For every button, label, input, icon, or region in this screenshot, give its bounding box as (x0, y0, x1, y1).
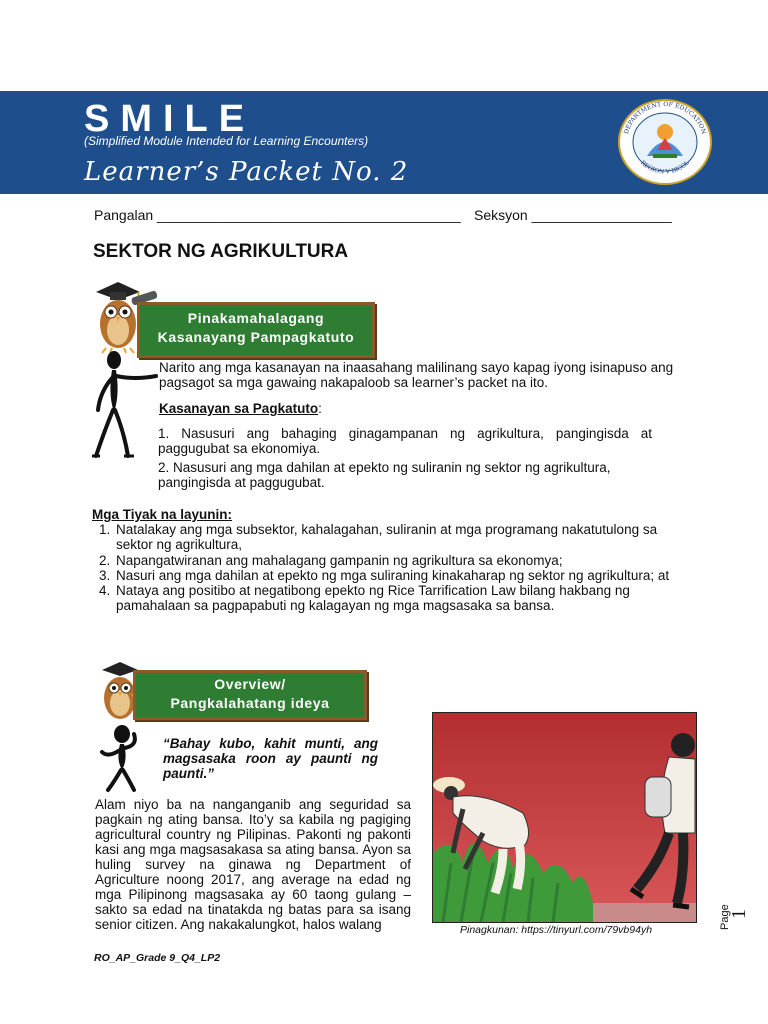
image-caption: Pinagkunan: https://tinyurl.com/79vb94yh (460, 924, 653, 936)
overview-paragraph: Alam niyo ba na nanganganib ang seguridad sa pagkain ng ating bansa. Ito’y sa kabila ng pagiging agricultural country ng Pilipinas. Pakonti ng pakonti kasi ang mga magsasakasa sa ating bansa. Ayon sa huling survey na ginawa ng Department of Agriculture noong 2017, ang average na edad ng mga Pilipinong magsasaka ay 60 taong gulang – sakto sa edad na tinatakda ng batas para sa isang senior citizen. Ang nakakalungkot, halos walang (95, 797, 411, 932)
deped-seal-logo (617, 98, 713, 186)
list-item: 3. Nasuri ang mga dahilan at epekto ng mga suliraning kinakaharap ng sektor ng agrikultura; at (114, 568, 674, 583)
section-field-line: Seksyon __________________ (474, 207, 672, 223)
page-title: SEKTOR NG AGRIKULTURA (93, 241, 349, 262)
board1-line2: Kasanayang Pampagkatuto (157, 329, 355, 345)
name-field-line: Pangalan _______________________________________ (94, 207, 461, 223)
list-item: 4. Nataya ang positibo at negatibong epekto ng Rice Tarrification Law bilang hakbang ng pamahalaan sa pagpapabuti ng kalagayan ng mga magsasaka sa bansa. (114, 583, 674, 614)
smile-title: SMILE (84, 98, 256, 140)
kasanayan-heading-text: Kasanayan sa Pagkatuto (159, 401, 319, 416)
page-number: 1 (728, 909, 750, 919)
kasanayan-item: 2. Nasusuri ang mga dahilan at epekto ng suliranin ng sektor ng agrikultura, pangingisda at paggugubat. (158, 460, 611, 490)
list-item: 1. Natalakay ang mga subsektor, kahalagahan, suliranin at mga programang nakatutulong sa sektor ng agrikultura, (114, 522, 674, 553)
seal-text-bottom: REGION V BICOL (639, 159, 691, 176)
kasanayan-heading (159, 401, 322, 416)
objectives-list (92, 522, 674, 614)
quote-text: “Bahay kubo, kahit munti, ang magsasaka roon ay paunti ng paunti.” (163, 736, 378, 781)
list-item: 2. Napangatwiranan ang mahalagang gampanin ng agrikultura sa ekonomya; (114, 553, 674, 568)
board1-line1: Pinakamahalagang (187, 310, 325, 326)
intro-paragraph: Narito ang mga kasanayan na inaasahang malilinang sayo kapag iyong isinapuso ang pagsagot sa mga gawaing nakapaloob sa learner’s packet na ito. (159, 360, 674, 390)
overview-chalkboard (133, 670, 367, 720)
board2-line2: Pangkalahatang ideya (170, 695, 330, 711)
page-number-label (714, 892, 750, 932)
kasanayan-item: 1. Nasusuri ang bahaging ginagampanan ng agrikultura, pangingisda at paggugubat sa ekonomiya. (158, 426, 652, 456)
kasanayan-heading-colon: : (318, 401, 322, 416)
page-footer-code: RO_AP_Grade 9_Q4_LP2 (94, 952, 221, 964)
smile-subtitle: (Simplified Module Intended for Learning Encounters) (84, 134, 369, 148)
pointing-figure-icon (90, 350, 160, 462)
competency-chalkboard (137, 302, 375, 358)
thinking-figure-icon (98, 724, 154, 794)
packet-title: Learner’s Packet No. 2 (84, 157, 409, 187)
objectives-heading: Mga Tiyak na layunin: (92, 507, 233, 522)
farmer-illustration (432, 712, 697, 923)
board2-line1: Overview/ (214, 676, 286, 692)
seal-text-top: DEPARTMENT OF EDUCATION (622, 100, 708, 135)
page-label: Page (719, 904, 731, 930)
